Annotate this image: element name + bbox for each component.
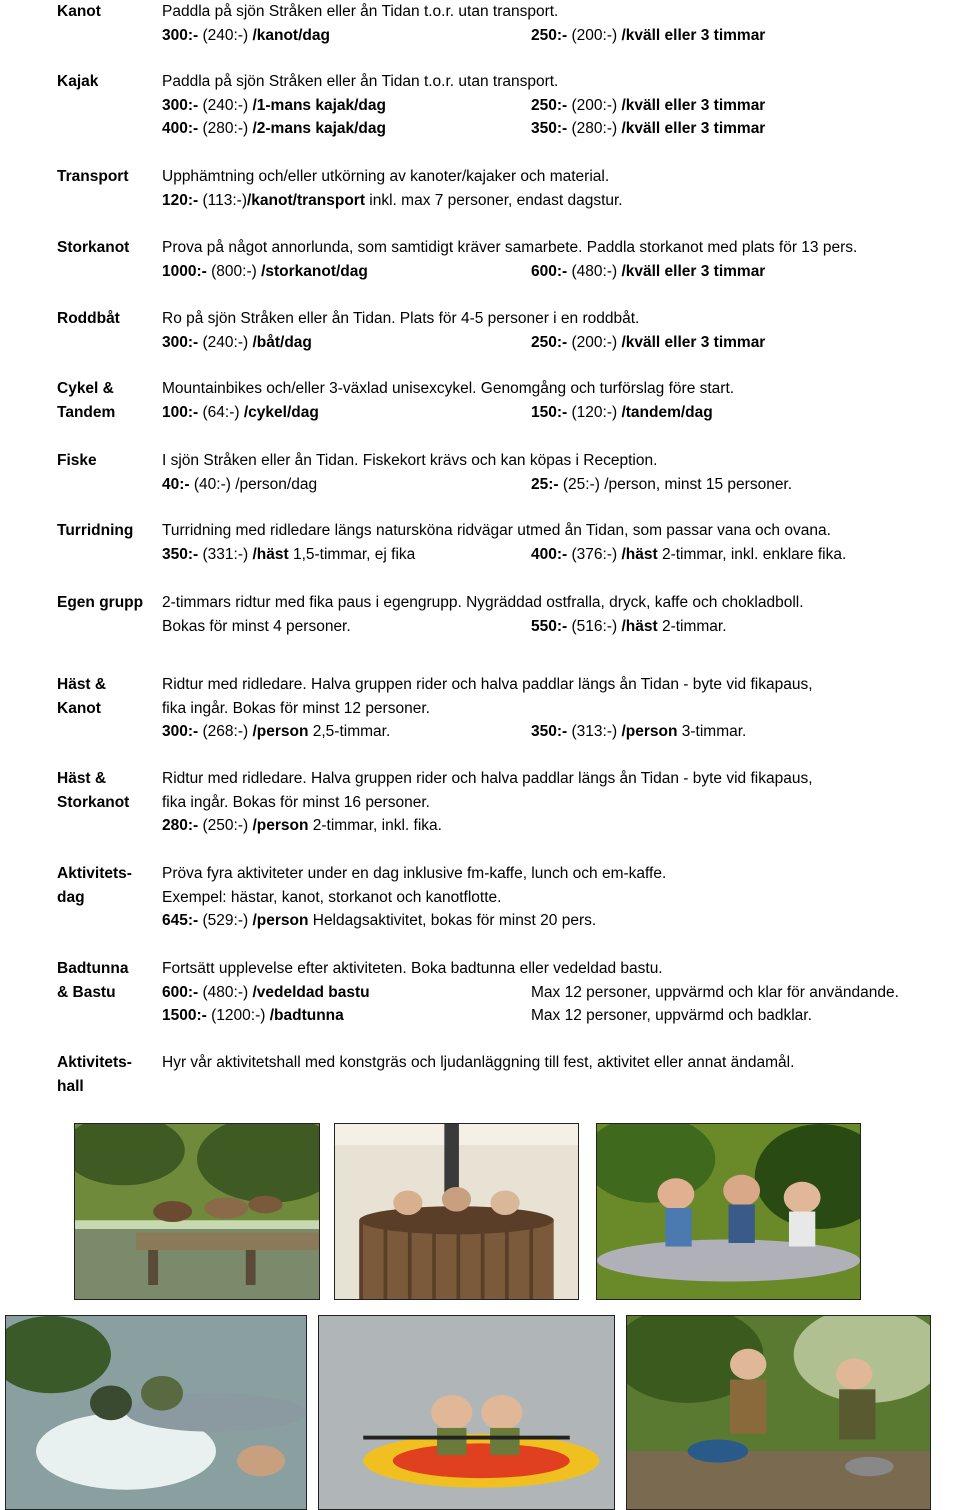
photo-inflatable-kayak bbox=[318, 1315, 615, 1510]
description-line bbox=[162, 401, 960, 425]
price-unit: /person bbox=[252, 723, 309, 740]
price: 300:- bbox=[162, 723, 199, 740]
label-line: Storkanot bbox=[57, 793, 130, 811]
price-column-2 bbox=[531, 543, 846, 567]
description-line: Hyr vår aktivitetshall med konstgräs och ljudanläggning till fest, aktivitet eller annat ändamål. bbox=[162, 1054, 795, 1071]
entry-description bbox=[162, 591, 960, 638]
description-line: Paddla på sjön Stråken eller ån Tidan t.o.r. utan transport. bbox=[162, 3, 559, 20]
price-unit: /person bbox=[621, 723, 678, 740]
label-line: Cykel & bbox=[57, 380, 114, 397]
price-detail: (200:-) bbox=[567, 96, 622, 114]
price-detail: (200:-) bbox=[567, 333, 622, 351]
price-detail: (240:-) bbox=[198, 96, 253, 114]
price: 280:- bbox=[162, 817, 199, 834]
description-line bbox=[162, 24, 960, 48]
entry-label bbox=[57, 767, 157, 814]
description-line: Ridtur med ridledare. Halva gruppen rider och halva paddlar längs ån Tidan - byte vid fikapaus, bbox=[162, 676, 813, 693]
description-line bbox=[162, 189, 960, 213]
price-unit: /båt/dag bbox=[252, 333, 312, 351]
price-column-2 bbox=[531, 117, 765, 141]
price-detail: (280:-) bbox=[198, 120, 253, 137]
price-detail: 2-timmar. bbox=[657, 617, 727, 635]
label-line: Transport bbox=[57, 168, 129, 185]
price: 250:- bbox=[531, 96, 568, 114]
entry-label bbox=[57, 449, 157, 473]
entry-label bbox=[57, 519, 157, 543]
price-detail: (480:-) bbox=[198, 983, 253, 1001]
price-detail: Max 12 personer, uppvärmd och badklar. bbox=[531, 1007, 812, 1024]
price-detail: (240:-) bbox=[198, 26, 253, 44]
price: 400:- bbox=[531, 545, 568, 563]
entry-label bbox=[57, 236, 157, 260]
price-unit: /vedeldad bastu bbox=[252, 983, 370, 1001]
description-line: Prova på något annorlunda, som samtidigt kräver samarbete. Paddla storkanot med plats för 13 pers. bbox=[162, 239, 858, 256]
price-detail: 3-timmar. bbox=[677, 723, 747, 740]
price: 350:- bbox=[531, 723, 568, 740]
photo-horse-riders-bridge bbox=[74, 1123, 320, 1300]
price: 400:- bbox=[162, 120, 199, 137]
entry-label bbox=[57, 0, 157, 24]
description-line bbox=[162, 260, 960, 284]
description-line: Mountainbikes och/eller 3-växlad unisexcykel. Genomgång och turförslag före start. bbox=[162, 380, 735, 397]
price-detail: (1200:-) bbox=[206, 1007, 270, 1024]
entry-label bbox=[57, 307, 157, 331]
price: 600:- bbox=[162, 983, 199, 1001]
price-detail: (25:-) /person, minst 15 personer. bbox=[558, 475, 793, 493]
description-line bbox=[162, 814, 960, 838]
price-unit: /1-mans kajak/dag bbox=[252, 96, 386, 114]
description-line: Ro på sjön Stråken eller ån Tidan. Plats för 4-5 personer i en roddbåt. bbox=[162, 310, 640, 327]
photo-hot-tub bbox=[334, 1123, 579, 1300]
description-line: Paddla på sjön Stråken eller ån Tidan t.o.r. utan transport. bbox=[162, 73, 559, 90]
price-column-2 bbox=[531, 720, 746, 744]
label-line: Häst & bbox=[57, 676, 107, 693]
price: 350:- bbox=[162, 545, 199, 563]
label-line: & Bastu bbox=[57, 983, 116, 1001]
price-detail: (113:-) bbox=[198, 191, 247, 209]
description-line: fika ingår. Bokas för minst 12 personer. bbox=[162, 699, 430, 717]
price-detail: (200:-) bbox=[567, 26, 622, 44]
price: 100:- bbox=[162, 403, 199, 421]
description-line bbox=[162, 94, 960, 118]
entry-description bbox=[162, 307, 960, 354]
price: 600:- bbox=[531, 262, 568, 280]
entry-description bbox=[162, 767, 960, 838]
label-line: Egen grupp bbox=[57, 594, 144, 611]
price-column-2 bbox=[531, 981, 899, 1005]
label-line: Kanot bbox=[57, 699, 101, 717]
entry-description bbox=[162, 70, 960, 141]
label-line: Storkanot bbox=[57, 239, 130, 256]
description-line bbox=[162, 615, 960, 639]
price-column-2 bbox=[531, 473, 792, 497]
price-detail: inkl. max 7 personer, endast dagstur. bbox=[364, 191, 623, 209]
price-unit: /häst bbox=[621, 617, 658, 635]
price: 1000:- bbox=[162, 262, 207, 280]
entry-label bbox=[57, 165, 157, 189]
description-line bbox=[162, 720, 960, 744]
entry-label bbox=[57, 957, 157, 1004]
label-line: Fiske bbox=[57, 452, 97, 469]
entry-description bbox=[162, 165, 960, 212]
price: 120:- bbox=[162, 191, 199, 209]
entry-description bbox=[162, 0, 960, 47]
description-line bbox=[162, 117, 960, 141]
price-unit: /kväll eller 3 timmar bbox=[621, 120, 766, 137]
price-unit: /badtunna bbox=[269, 1007, 344, 1024]
label-line: Häst & bbox=[57, 770, 107, 787]
price-unit: /storkanot/dag bbox=[261, 262, 368, 280]
photo-canoe-paddlers bbox=[596, 1123, 861, 1300]
entry-label bbox=[57, 1051, 157, 1098]
description-line: Exempel: hästar, kanot, storkanot och kanotflotte. bbox=[162, 888, 502, 906]
price-detail: 1,5-timmar, ej fika bbox=[288, 545, 416, 563]
price-detail: (516:-) bbox=[567, 617, 622, 635]
price-column-2 bbox=[531, 260, 765, 284]
price-detail: Max 12 personer, uppvärmd och klar för användande. bbox=[531, 983, 899, 1001]
description-line bbox=[162, 331, 960, 355]
price-unit: /kväll eller 3 timmar bbox=[621, 262, 766, 280]
price-detail: (268:-) bbox=[198, 723, 253, 740]
label-line: Kanot bbox=[57, 3, 101, 20]
price-detail: (280:-) bbox=[567, 120, 622, 137]
description-line: Pröva fyra aktiviteter under en dag inklusive fm-kaffe, lunch och em-kaffe. bbox=[162, 865, 667, 882]
price: 25:- bbox=[531, 475, 559, 493]
price-detail: (240:-) bbox=[198, 333, 253, 351]
price-column-2 bbox=[531, 24, 765, 48]
description-line: Upphämtning och/eller utkörning av kanoter/kajaker och material. bbox=[162, 168, 610, 185]
price-unit: /kanot/transport bbox=[247, 191, 365, 209]
label-line: Roddbåt bbox=[57, 310, 120, 327]
entry-label bbox=[57, 862, 157, 909]
description-line bbox=[162, 473, 960, 497]
price-detail: (376:-) bbox=[567, 545, 622, 563]
price: 150:- bbox=[531, 403, 568, 421]
price-detail: (64:-) bbox=[198, 403, 244, 421]
label-line: hall bbox=[57, 1077, 84, 1095]
price-detail: (529:-) bbox=[198, 912, 253, 929]
entry-description bbox=[162, 519, 960, 566]
label-line: dag bbox=[57, 888, 85, 906]
price-column-2 bbox=[531, 615, 727, 639]
price: 300:- bbox=[162, 333, 199, 351]
entry-description bbox=[162, 449, 960, 496]
photo-river-splash bbox=[5, 1315, 307, 1510]
description-line bbox=[162, 909, 960, 933]
price-detail: (800:-) bbox=[206, 262, 262, 280]
price-unit: /person bbox=[252, 912, 309, 929]
entry-description bbox=[162, 1051, 960, 1075]
price-unit: /häst bbox=[252, 545, 289, 563]
price-unit: /kväll eller 3 timmar bbox=[621, 26, 766, 44]
price: 250:- bbox=[531, 333, 568, 351]
price-column-2 bbox=[531, 401, 713, 425]
price-detail: 2-timmar, inkl. fika. bbox=[308, 817, 442, 834]
entry-label bbox=[57, 673, 157, 720]
price-unit: /person bbox=[252, 817, 309, 834]
price-detail: (313:-) bbox=[567, 723, 622, 740]
price: 645:- bbox=[162, 912, 199, 929]
price-unit: /cykel/dag bbox=[243, 403, 319, 421]
photo-wheelbarrow-race bbox=[626, 1315, 931, 1510]
entry-label bbox=[57, 70, 157, 94]
entry-description bbox=[162, 957, 960, 1028]
price: 300:- bbox=[162, 26, 199, 44]
entry-description bbox=[162, 236, 960, 283]
price-unit: /2-mans kajak/dag bbox=[252, 120, 386, 137]
label-line: Turridning bbox=[57, 522, 134, 539]
price-detail: (480:-) bbox=[567, 262, 622, 280]
price-detail: 2-timmar, inkl. enklare fika. bbox=[657, 545, 847, 563]
price-unit: /tandem/dag bbox=[621, 403, 713, 421]
label-line: Tandem bbox=[57, 403, 116, 421]
price: 550:- bbox=[531, 617, 568, 635]
price: 350:- bbox=[531, 120, 568, 137]
description-line bbox=[162, 543, 960, 567]
entry-description bbox=[162, 862, 960, 933]
description-line: I sjön Stråken eller ån Tidan. Fiskekort krävs och kan köpas i Reception. bbox=[162, 452, 658, 469]
price: 250:- bbox=[531, 26, 568, 44]
price-detail: Heldagsaktivitet, bokas för minst 20 pers. bbox=[308, 912, 597, 929]
price-detail: Bokas för minst 4 personer. bbox=[162, 617, 351, 635]
price-unit: /kväll eller 3 timmar bbox=[621, 96, 766, 114]
description-line bbox=[162, 981, 960, 1005]
price-detail: (331:-) bbox=[198, 545, 253, 563]
description-line: 2-timmars ridtur med fika paus i egengrupp. Nygräddad ostfralla, dryck, kaffe och chokladboll. bbox=[162, 594, 804, 611]
price-unit: /kväll eller 3 timmar bbox=[621, 333, 766, 351]
price: 1500:- bbox=[162, 1007, 207, 1024]
entry-description bbox=[162, 377, 960, 424]
price-column-2 bbox=[531, 331, 765, 355]
description-line: Ridtur med ridledare. Halva gruppen rider och halva paddlar längs ån Tidan - byte vid fikapaus, bbox=[162, 770, 813, 787]
price-unit: /kanot/dag bbox=[252, 26, 330, 44]
price-detail: (40:-) /person/dag bbox=[189, 475, 318, 493]
description-line bbox=[162, 1004, 960, 1028]
price-column-2 bbox=[531, 94, 765, 118]
price-detail: (120:-) bbox=[567, 403, 622, 421]
description-line: Turridning med ridledare längs natursköna ridvägar utmed ån Tidan, som passar vana och ovana. bbox=[162, 522, 831, 539]
label-line: Badtunna bbox=[57, 960, 129, 977]
price: 40:- bbox=[162, 475, 190, 493]
label-line: Aktivitets- bbox=[57, 865, 132, 882]
price-unit: /häst bbox=[621, 545, 658, 563]
description-line: fika ingår. Bokas för minst 16 personer. bbox=[162, 793, 430, 811]
entry-description bbox=[162, 673, 960, 744]
price-detail: (250:-) bbox=[198, 817, 253, 834]
price-column-2 bbox=[531, 1004, 812, 1028]
entry-label bbox=[57, 591, 157, 615]
price-detail: 2,5-timmar. bbox=[308, 723, 391, 740]
description-line: Fortsätt upplevelse efter aktiviteten. Boka badtunna eller vedeldad bastu. bbox=[162, 960, 663, 977]
entry-label bbox=[57, 377, 157, 424]
label-line: Kajak bbox=[57, 73, 99, 90]
label-line: Aktivitets- bbox=[57, 1054, 132, 1071]
price: 300:- bbox=[162, 96, 199, 114]
